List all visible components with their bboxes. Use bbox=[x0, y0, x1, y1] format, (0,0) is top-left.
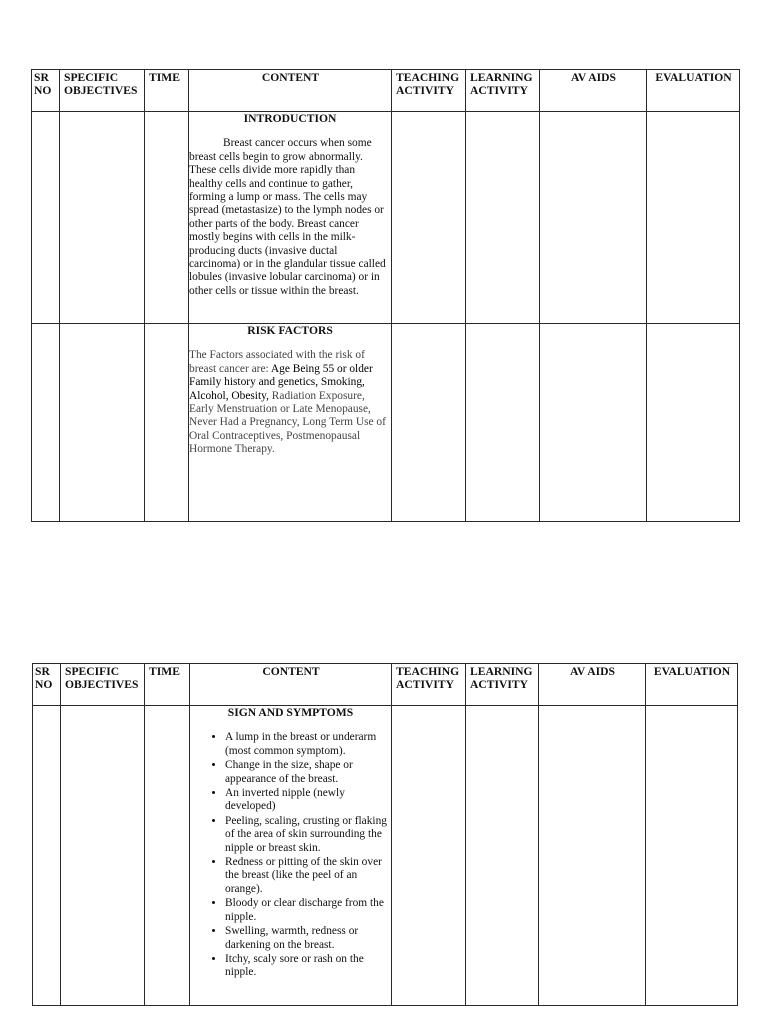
cell-content-sign-and-symptoms bbox=[190, 706, 392, 1006]
table-row-sign-and-symptoms bbox=[33, 706, 738, 1006]
table-header-row bbox=[32, 70, 740, 112]
header-learning-activity: LEARNING ACTIVITY bbox=[466, 664, 539, 706]
header-av-aids: AV AIDS bbox=[539, 664, 646, 706]
header-specific-objectives: SPECIFIC OBJECTIVES bbox=[61, 664, 145, 706]
cell-learning bbox=[466, 112, 540, 324]
symptom-list bbox=[190, 731, 391, 979]
cell-av-aids bbox=[540, 324, 647, 522]
header-srno: SR NO bbox=[32, 70, 60, 112]
cell-content-introduction bbox=[189, 112, 392, 324]
symptom-item: • An inverted nipple (newly developed) bbox=[225, 787, 391, 814]
table-header-row bbox=[33, 664, 738, 706]
cell-time bbox=[145, 706, 190, 1006]
table-row-introduction bbox=[32, 112, 740, 324]
introduction-heading: INTRODUCTION bbox=[243, 112, 337, 125]
symptom-item: • Redness or pitting of the skin over the breast (like the peel of an orange). bbox=[225, 856, 391, 896]
cell-time bbox=[145, 112, 189, 324]
symptom-item: • Swelling, warmth, redness or darkening on the breast. bbox=[225, 925, 391, 952]
header-time: TIME bbox=[145, 664, 190, 706]
cell-evaluation bbox=[647, 112, 740, 324]
cell-srno bbox=[32, 324, 60, 522]
header-time: TIME bbox=[145, 70, 189, 112]
cell-content-risk-factors bbox=[189, 324, 392, 522]
header-teaching-activity: TEACHING ACTIVITY bbox=[392, 70, 466, 112]
header-teaching-activity: TEACHING ACTIVITY bbox=[392, 664, 466, 706]
header-evaluation: EVALUATION bbox=[646, 664, 738, 706]
cell-learning bbox=[466, 706, 539, 1006]
cell-av-aids bbox=[540, 112, 647, 324]
symptom-item: • Peeling, scaling, crusting or flaking of the area of skin surrounding the nipple or breast skin. bbox=[225, 815, 391, 855]
cell-teaching bbox=[392, 706, 466, 1006]
cell-evaluation bbox=[646, 706, 738, 1006]
header-srno: SR NO bbox=[33, 664, 61, 706]
cell-teaching bbox=[392, 112, 466, 324]
cell-teaching bbox=[392, 324, 466, 522]
cell-srno bbox=[33, 706, 61, 1006]
symptom-item: • Change in the size, shape or appearance of the breast. bbox=[225, 759, 391, 786]
cell-evaluation bbox=[647, 324, 740, 522]
symptom-item: • Bloody or clear discharge from the nipple. bbox=[225, 897, 391, 924]
header-specific-objectives: SPECIFIC OBJECTIVES bbox=[60, 70, 145, 112]
header-content: CONTENT bbox=[189, 70, 392, 112]
cell-srno bbox=[32, 112, 60, 324]
lesson-plan-table-1 bbox=[31, 69, 740, 522]
cell-objectives bbox=[60, 324, 145, 522]
risk-factors-lead: The Factors associated with the risk of breast cancer are: bbox=[189, 349, 365, 375]
cell-av-aids bbox=[539, 706, 646, 1006]
risk-factors-text bbox=[189, 349, 391, 456]
symptom-item: • Itchy, scaly sore or rash on the nipple. bbox=[225, 953, 391, 980]
risk-factors-heading: RISK FACTORS bbox=[247, 324, 333, 337]
header-evaluation: EVALUATION bbox=[647, 70, 740, 112]
cell-time bbox=[145, 324, 189, 522]
cell-objectives bbox=[61, 706, 145, 1006]
risk-factors-rest: Radiation Exposure, Early Menstruation or Late Menopause, Never Had a Pregnancy, Long Term Use of Oral Contraceptives, Postmenopausal Hormone Therapy. bbox=[189, 389, 386, 456]
sign-and-symptoms-heading: SIGN AND SYMPTOMS bbox=[227, 706, 354, 719]
table-row-risk-factors bbox=[32, 324, 740, 522]
introduction-text: Breast cancer occurs when some breast cells begin to grow abnormally. These cells divide more rapidly than healthy cells and continue to gather, forming a lump or mass. The cells may spread (metastasize) to the lymph nodes or other parts of the body. Breast cancer mostly begins with cells in the milk-producing ducts (invasive ductal carcinoma) or in the glandular tissue called lobules (invasive lobular carcinoma) or in other cells or tissue within the breast. bbox=[189, 137, 386, 297]
header-content: CONTENT bbox=[190, 664, 392, 706]
risk-factors-dark-items: Age Being 55 or older Family history and genetics, Smoking, Alcohol, Obesity, bbox=[189, 362, 373, 402]
header-av-aids: AV AIDS bbox=[540, 70, 647, 112]
lesson-plan-table-2 bbox=[32, 663, 738, 1006]
symptom-item: • A lump in the breast or underarm (most common symptom). bbox=[225, 731, 391, 758]
cell-objectives bbox=[60, 112, 145, 324]
cell-learning bbox=[466, 324, 540, 522]
header-learning-activity: LEARNING ACTIVITY bbox=[466, 70, 540, 112]
